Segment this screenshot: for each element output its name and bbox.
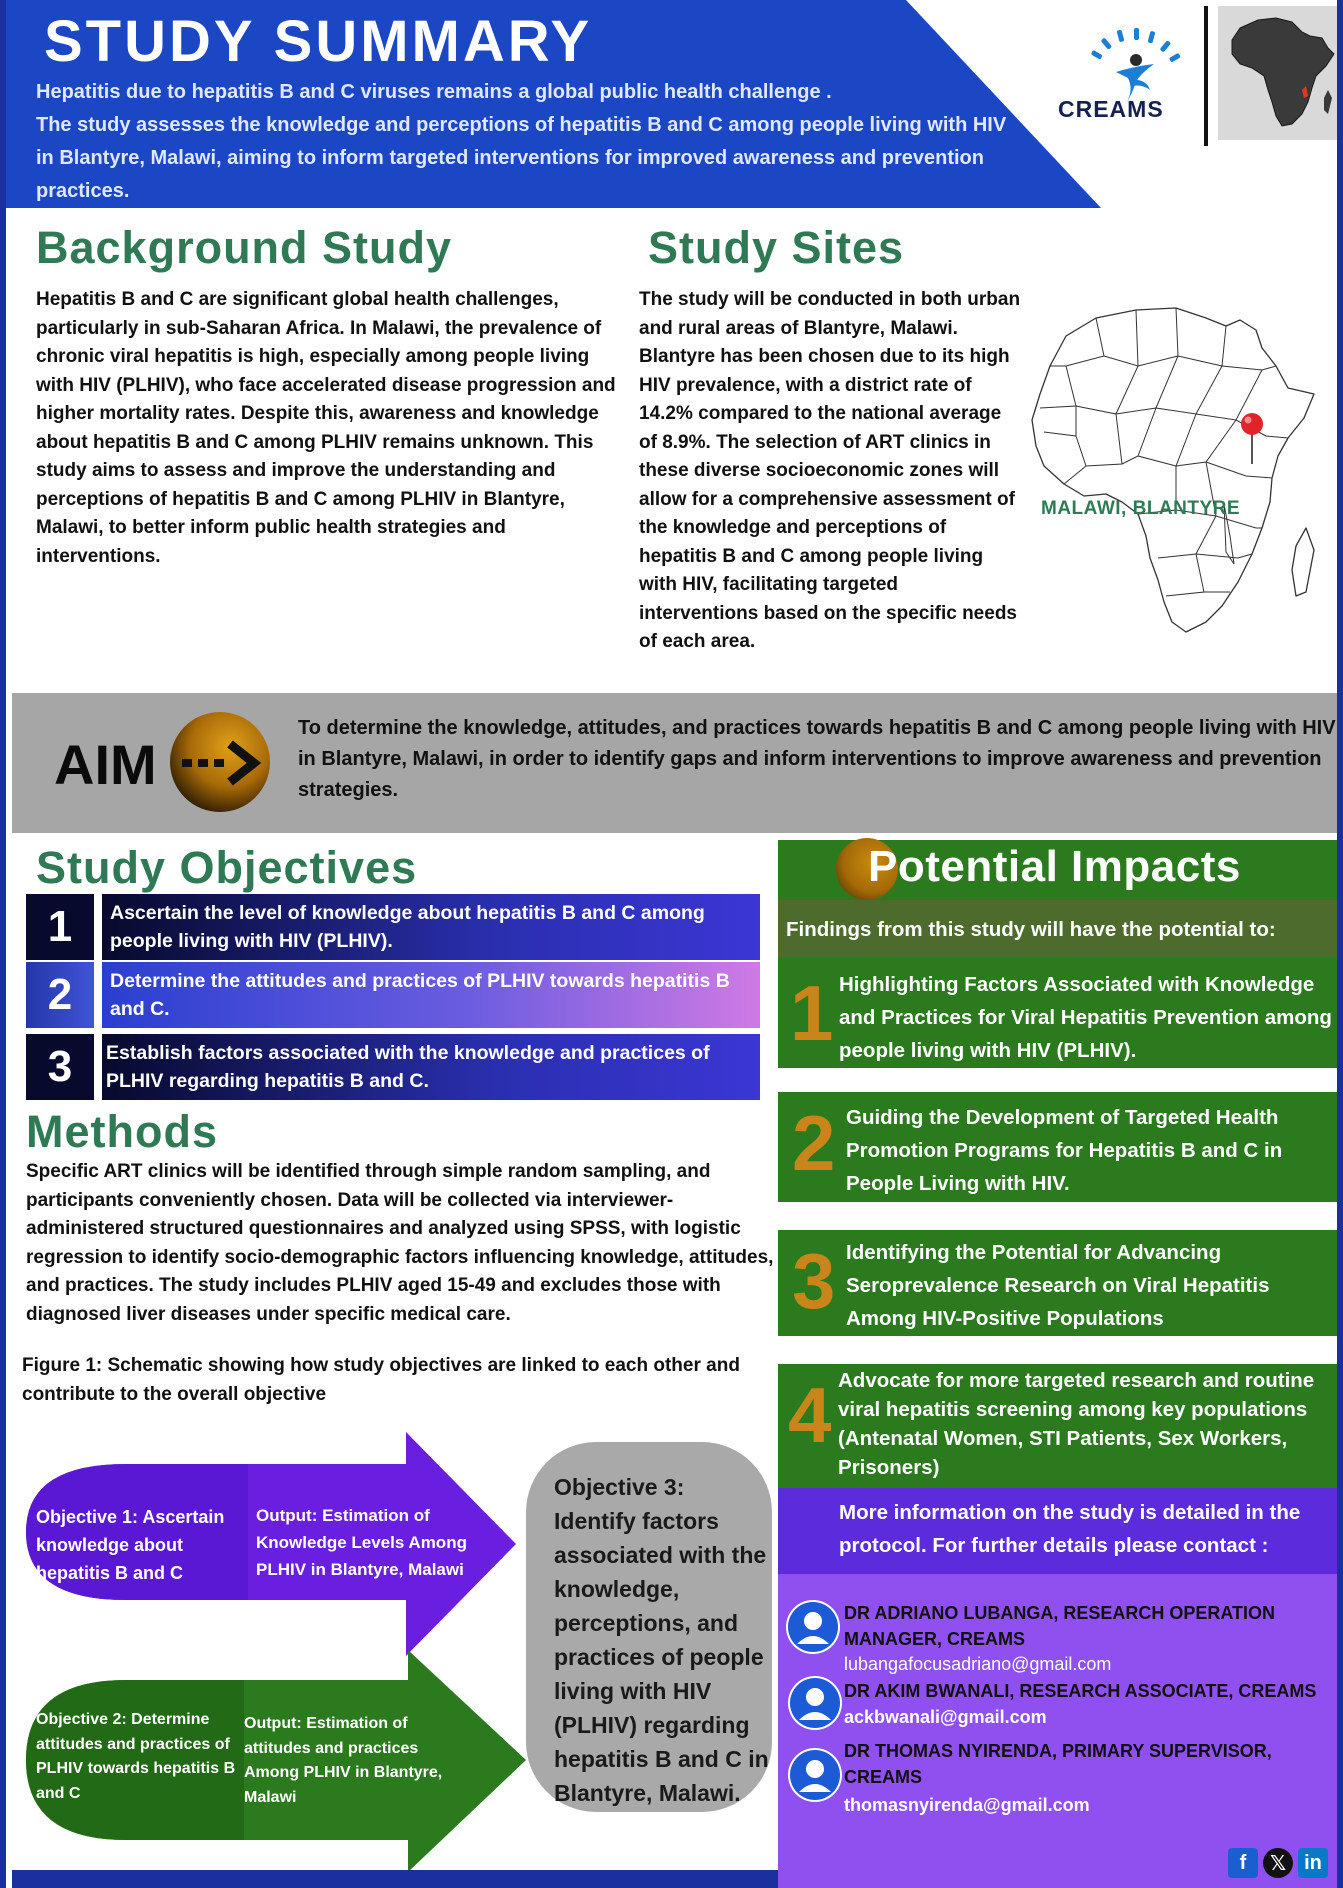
poster-title: STUDY SUMMARY xyxy=(44,9,593,74)
dotted-arrow-icon xyxy=(178,738,268,788)
impact-number-1: 1 xyxy=(790,969,834,1057)
background-text: Hepatitis B and C are significant global health challenges, particularly in sub-Saharan Africa. In Malawi, the prevalence of chronic viral hepatitis is high, especially among people living with HIV (PLHIV), who face accelerated disease progression and higher mortality rates. Despite this, awareness and knowledge about hepatitis B and C among PLHIV remains unknown. This study aims to assess and improve the understanding and perceptions of hepatitis B and C among PLHIV in Blantyre, Malawi, to better inform public health strategies and interventions. xyxy=(36,289,616,567)
header-line-2: The study assesses the knowledge and perceptions of hepatitis B and C among people living with HIV in Blantyre, Malawi, aiming to inform targeted interventions for improved awareness and prevention practices. xyxy=(36,114,1007,202)
impacts-divider-3 xyxy=(778,1336,1343,1364)
impact-1: Highlighting Factors Associated with Knowledge and Practices for Viral Hepatitis Prevention among people living with HIV (PLHIV). xyxy=(839,973,1332,1062)
impact-number-4: 4 xyxy=(788,1371,832,1459)
objectives-heading: Study Objectives xyxy=(36,842,418,893)
contact-email-2[interactable]: ackbwanali@gmail.com xyxy=(844,1707,1047,1727)
impact-2: Guiding the Development of Targeted Health Promotion Programs for Hepatitis B and C in People Living with HIV. xyxy=(846,1106,1283,1195)
contact-name-3: DR THOMAS NYIRENDA, PRIMARY SUPERVISOR, CREAMS xyxy=(844,1741,1272,1787)
person-avatar-icon xyxy=(788,1676,842,1730)
impact-number-3: 3 xyxy=(792,1237,836,1325)
header-divider xyxy=(1204,6,1208,146)
background-heading: Background Study xyxy=(36,222,453,273)
objective-1: Ascertain the level of knowledge about hepatitis B and C among people living with HIV (PLHIV). xyxy=(102,894,760,960)
impacts-divider-1 xyxy=(778,1068,1343,1092)
contact-intro: More information on the study is detailed in the protocol. For further details please contact : xyxy=(839,1501,1301,1557)
africa-outline-map xyxy=(1026,296,1326,676)
africa-map-thumbnail xyxy=(1218,6,1342,140)
aim-label: AIM xyxy=(54,733,157,796)
objective-number-3: 3 xyxy=(26,1034,94,1100)
contact-name-2: DR AKIM BWANALI, RESEARCH ASSOCIATE, CREAMS xyxy=(844,1681,1317,1701)
impact-3: Identifying the Potential for Advancing Seroprevalence Research on Viral Hepatitis Among HIV-Positive Populations xyxy=(846,1241,1270,1330)
aim-text: To determine the knowledge, attitudes, and practices towards hepatitis B and C among people living with HIV in Blantyre, Malawi, in order to identify gaps and inform interventions to improve awareness and prevention strategies. xyxy=(298,717,1336,801)
person-avatar-icon xyxy=(786,1600,840,1654)
bottom-border xyxy=(12,1870,778,1888)
contact-email-1[interactable]: lubangafocusadriano@gmail.com xyxy=(844,1654,1112,1674)
flow-output-2: Output: Estimation of attitudes and practices Among PLHIV in Blantyre, Malawi xyxy=(244,1715,443,1806)
linkedin-icon[interactable]: in xyxy=(1298,1848,1328,1878)
flow-output-1: Output: Estimation of Knowledge Levels Among PLHIV in Blantyre, Malawi xyxy=(256,1506,467,1579)
sites-text: The study will be conducted in both urban and rural areas of Blantyre, Malawi. Blantyre has been chosen due to its high HIV prevalence, with a district rate of 14.2% compared to the national average of 8.9%. The selection of ART clinics in these diverse socioeconomic zones will allow for a comprehensive assessment of the knowledge and perceptions of hepatitis B and C among people living with HIV, facilitating targeted interventions based on the specific needs of each area. xyxy=(639,289,1021,652)
methods-heading: Methods xyxy=(26,1106,218,1157)
flow-objective-3: Objective 3: Identify factors associated with the knowledge, perceptions, and practices of people living with HIV (PLHIV) regarding hepatitis B and C in Blantyre, Malawi. xyxy=(526,1442,772,1812)
header-line-1: Hepatitis due to hepatitis B and C viruses remains a global public health challenge . xyxy=(36,81,832,103)
x-icon[interactable]: 𝕏 xyxy=(1263,1848,1293,1878)
person-avatar-icon xyxy=(788,1748,842,1802)
facebook-icon[interactable]: f xyxy=(1228,1848,1258,1878)
impact-number-2: 2 xyxy=(792,1099,836,1187)
impacts-divider-2 xyxy=(778,1202,1343,1230)
contact-name-1: DR ADRIANO LUBANGA, RESEARCH OPERATION MANAGER, CREAMS xyxy=(844,1603,1276,1649)
flow-objective-2: Objective 2: Determine attitudes and practices of PLHIV towards hepatitis B and C xyxy=(36,1711,236,1802)
sites-heading: Study Sites xyxy=(648,222,905,273)
objective-number-1: 1 xyxy=(26,894,94,960)
impacts-intro: Findings from this study will have the potential to: xyxy=(786,918,1276,941)
impact-4: Advocate for more targeted research and routine viral hepatitis screening among key populations (Antenatal Women, STI Patients, Sex Workers, Prisoners) xyxy=(838,1369,1315,1479)
flow-objective-1: Objective 1: Ascertain knowledge about hepatitis B and C xyxy=(36,1507,225,1583)
objective-number-2: 2 xyxy=(26,962,94,1028)
objective-3: Establish factors associated with the knowledge and practices of PLHIV regarding hepatitis B and C. xyxy=(102,1034,760,1100)
figure-caption: Figure 1: Schematic showing how study objectives are linked to each other and contribute to the overall objective xyxy=(22,1355,740,1405)
contact-email-3[interactable]: thomasnyirenda@gmail.com xyxy=(844,1795,1090,1815)
logo-text: CREAMS xyxy=(1058,96,1164,122)
impacts-heading: Potential Impacts xyxy=(868,842,1241,891)
methods-text: Specific ART clinics will be identified through simple random sampling, and participants conveniently chosen. Data will be collected via interviewer-administered structured questionnaires and analyzed using SPSS, with logistic regression to identify socio-demographic factors influencing knowledge, attitudes, and practices. The study includes PLHIV aged 15-49 and excludes those with diagnosed liver diseases under specific medical care. xyxy=(26,1161,774,1325)
header-summary xyxy=(36,76,1016,208)
objective-2: Determine the attitudes and practices of PLHIV towards hepatitis B and C. xyxy=(102,962,760,1028)
map-location-label: MALAWI, BLANTYRE xyxy=(1041,498,1241,519)
